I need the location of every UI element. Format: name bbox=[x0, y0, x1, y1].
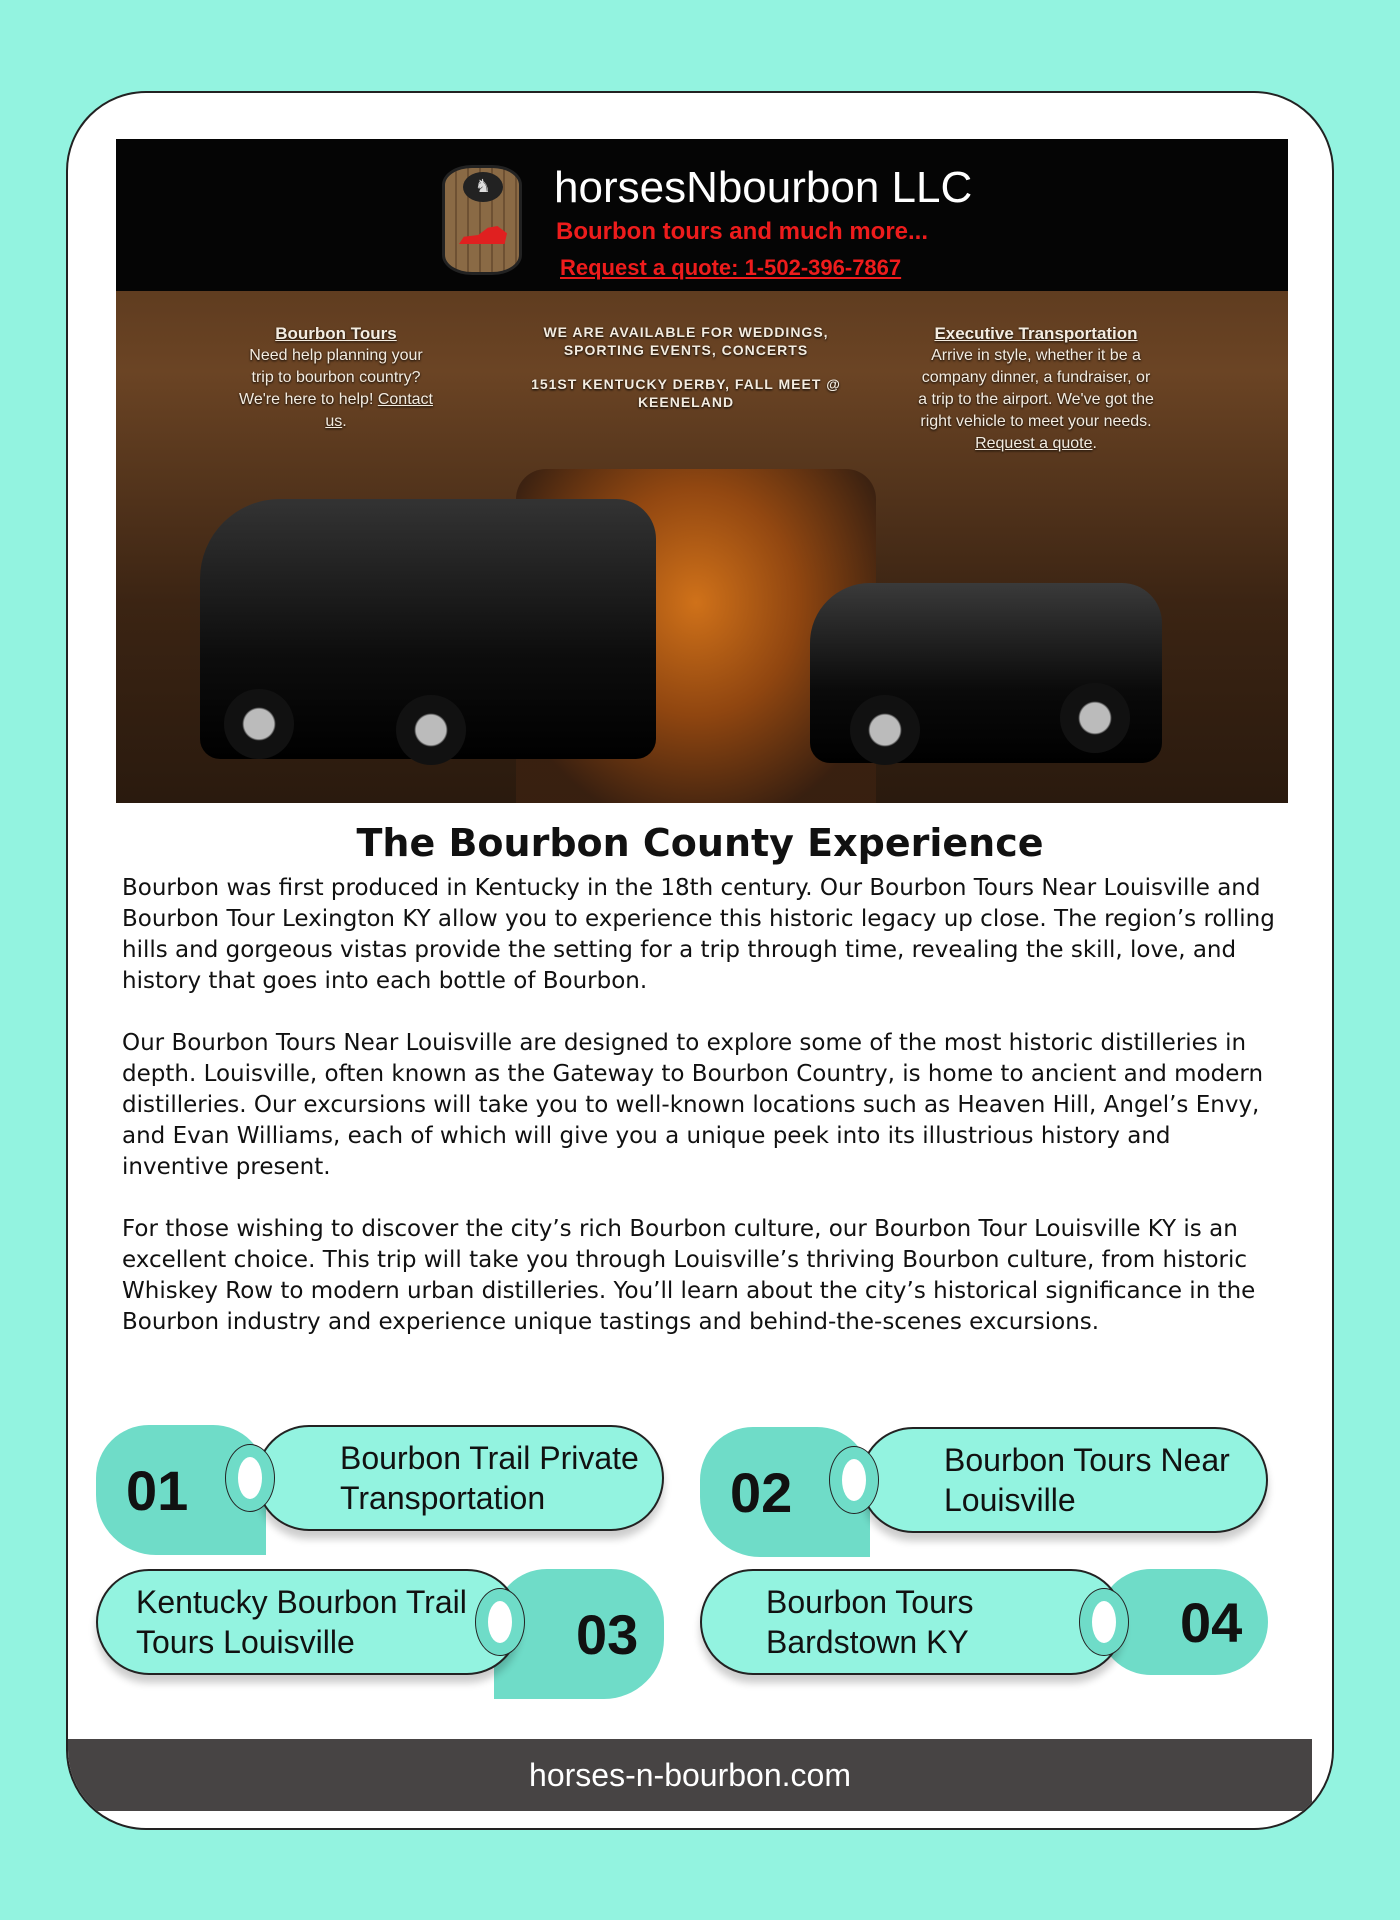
tile-number: 01 bbox=[96, 1425, 266, 1555]
tile-02[interactable] bbox=[700, 1427, 1268, 1577]
period: . bbox=[342, 413, 347, 430]
blurb-text: Arrive in style, whether it be a company dinner, a fundraiser, or a trip to the airport. We've got the right vehicle to meet your needs. bbox=[918, 347, 1154, 430]
paragraph: For those wishing to discover the city’s rich Bourbon culture, our Bourbon Tour Louisville KY is an excellent choice. This trip will take you through Louisville’s thriving Bourbon culture, from historic Whiskey Row to modern urban distilleries. You’ll learn about the city’s historical significance in the Bourbon industry and experience unique tastings and behind-the-scenes excursions. bbox=[122, 1216, 1256, 1335]
tile-03[interactable] bbox=[96, 1569, 664, 1719]
events-line: WE ARE AVAILABLE FOR WEDDINGS, SPORTING EVENTS, CONCERTS bbox=[543, 324, 829, 358]
page-title: The Bourbon County Experience bbox=[356, 821, 1044, 865]
tile-number: 04 bbox=[1098, 1569, 1268, 1675]
tile-label: Kentucky Bourbon Trail Tours Louisville bbox=[96, 1569, 520, 1675]
tile-01[interactable] bbox=[96, 1425, 664, 1575]
executive-transport-blurb bbox=[916, 323, 1156, 455]
blurb-text: Need help planning your trip to bourbon country? We're here to help! bbox=[239, 347, 423, 408]
link-ring-icon bbox=[830, 1447, 878, 1513]
link-ring-icon bbox=[226, 1445, 274, 1511]
paragraph: Bourbon was first produced in Kentucky in the 18th century. Our Bourbon Tours Near Louisville and Bourbon Tour Lexington KY allow you to experience this historic legacy up close. The region’s rolling hills and gorgeous vistas provide the setting for a trip through time, revealing the skill, love, and history that goes into each bottle of Bourbon. bbox=[122, 875, 1275, 994]
page-card bbox=[66, 91, 1334, 1830]
tile-number: 02 bbox=[700, 1427, 870, 1557]
bourbon-tours-link[interactable]: Bourbon Tours bbox=[275, 324, 397, 343]
request-quote-phone-link[interactable]: Request a quote: 1-502-396-7867 bbox=[560, 255, 902, 280]
header-bar bbox=[116, 139, 1288, 291]
barrel-logo-icon: ♞ bbox=[442, 165, 522, 275]
tile-label: Bourbon Tours Near Louisville bbox=[860, 1427, 1268, 1533]
tile-label: Bourbon Trail Private Transportation bbox=[256, 1425, 664, 1531]
events-notice bbox=[516, 323, 856, 411]
brand-name: horsesNbourbon LLC bbox=[554, 163, 973, 212]
tagline: Bourbon tours and much more... bbox=[556, 218, 929, 245]
tile-label: Bourbon Tours Bardstown KY bbox=[700, 1569, 1124, 1675]
contact-us-link[interactable]: Contact us bbox=[325, 391, 433, 430]
tile-number: 03 bbox=[494, 1569, 664, 1699]
paragraph: Our Bourbon Tours Near Louisville are designed to explore some of the most historic distilleries in depth. Louisville, often known as the Gateway to Bourbon Country, is home to ancient and modern distilleries. Our excursions will take you to well-known locations such as Heaven Hill, Angel’s Envy, and Evan Williams, each of which will give you a unique peek into its illustrious history and inventive present. bbox=[122, 1030, 1264, 1180]
tile-04[interactable] bbox=[700, 1569, 1268, 1719]
bourbon-tours-blurb bbox=[236, 323, 436, 433]
footer-domain[interactable]: horses-n-bourbon.com bbox=[68, 1739, 1312, 1811]
link-ring-icon bbox=[1080, 1589, 1128, 1655]
link-ring-icon bbox=[476, 1589, 524, 1655]
article-body bbox=[122, 873, 1282, 1369]
derby-line: 151ST KENTUCKY DERBY, FALL MEET @ KEENELAND bbox=[531, 376, 841, 410]
hero-banner bbox=[116, 139, 1288, 803]
period: . bbox=[1092, 435, 1097, 452]
van-image bbox=[200, 499, 656, 759]
suv-image bbox=[810, 583, 1162, 763]
request-quote-link[interactable]: Request a quote bbox=[975, 435, 1093, 452]
executive-transportation-link[interactable]: Executive Transportation bbox=[934, 324, 1138, 343]
